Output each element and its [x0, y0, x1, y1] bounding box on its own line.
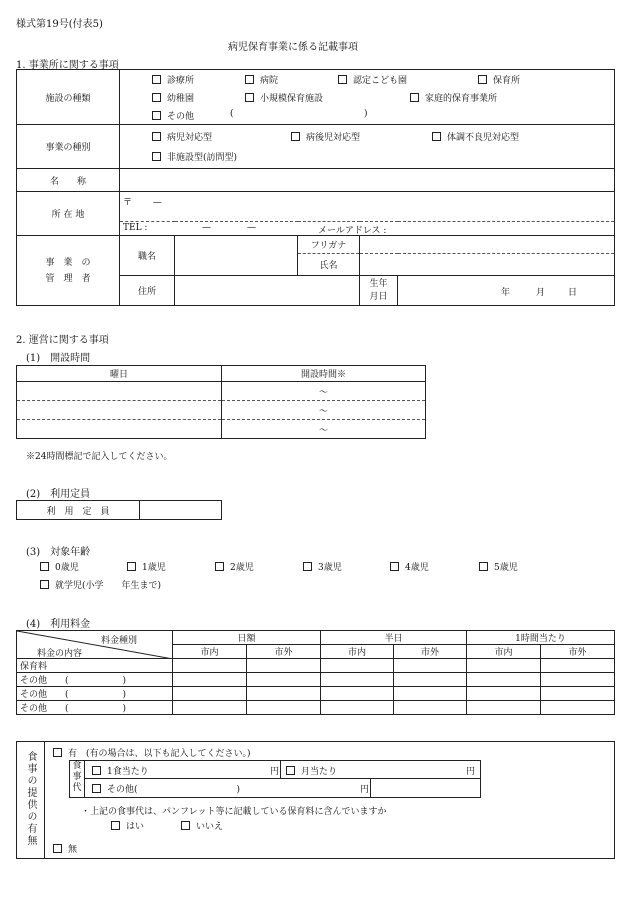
meal-option-other[interactable]: その他( ) — [92, 782, 240, 795]
hours-note: ※24時間標記で記入してください。 — [26, 452, 173, 462]
cell-divider — [280, 761, 281, 778]
hours-col-hours: 開設時間※ — [222, 366, 426, 382]
business-option-visit[interactable]: 非施設型(訪問型) — [152, 150, 237, 163]
hours-table — [16, 365, 426, 439]
checkbox-icon — [92, 784, 101, 793]
fee-heading: (4) 利用料金 — [26, 619, 91, 630]
month-label: 月 — [536, 288, 546, 298]
facility-type-options — [120, 70, 615, 125]
name-field[interactable] — [120, 169, 615, 192]
postal-mark: 〒 — [123, 198, 133, 208]
checkbox-icon — [390, 562, 399, 571]
fee-cell[interactable] — [321, 673, 394, 687]
facility-option-home-care[interactable]: 家庭的保育事業所 — [410, 91, 497, 104]
fee-cell[interactable] — [394, 659, 467, 673]
meal-cost-divider — [84, 778, 480, 779]
checkbox-icon — [245, 93, 254, 102]
fee-header-corner — [17, 631, 173, 659]
fee-row-label: その他 ( ) — [17, 673, 173, 687]
age-option-2[interactable]: 2歳児 — [215, 560, 254, 573]
fee-cell[interactable] — [321, 659, 394, 673]
meal-cost-box — [69, 760, 481, 798]
hours-time-field[interactable]: 〜 — [222, 420, 426, 439]
page-title: 病児保育事業に係る記載事項 — [228, 42, 358, 53]
mail-label: メールアドレス : — [318, 226, 387, 236]
facility-option-kodomoen[interactable]: 認定こども園 — [338, 73, 407, 86]
tel-mail-row[interactable] — [120, 222, 615, 236]
checkbox-icon — [111, 821, 120, 830]
fee-cell[interactable] — [321, 687, 394, 701]
fee-group-halfday: 半日 — [321, 631, 467, 645]
checkbox-icon — [286, 766, 295, 775]
meal-side-label: 食事の提供の有無 — [25, 750, 36, 847]
business-option-unwell[interactable]: 体調不良児対応型 — [432, 130, 519, 143]
hours-time-field[interactable]: 〜 — [222, 401, 426, 420]
manager-address-label: 住所 — [120, 276, 175, 306]
cell-divider — [370, 778, 371, 797]
meal-answer-no[interactable]: いいえ — [181, 819, 223, 832]
checkbox-icon — [338, 75, 347, 84]
checkbox-icon — [181, 821, 190, 830]
checkbox-icon — [53, 748, 62, 757]
checkbox-icon — [410, 93, 419, 102]
fee-cell[interactable] — [173, 659, 247, 673]
fee-row-label: 保育料 — [17, 659, 173, 673]
fee-sub-out: 市外 — [541, 645, 615, 659]
facility-option-other[interactable]: その他 — [152, 109, 194, 122]
fee-kind-label: 料金種別 — [101, 636, 138, 646]
business-type-label: 事業の種別 — [17, 125, 120, 169]
fee-cell[interactable] — [541, 687, 615, 701]
fee-row-label: その他 ( ) — [17, 701, 173, 715]
facility-type-label: 施設の種類 — [17, 70, 120, 125]
year-label: 年 — [501, 288, 511, 298]
checkbox-icon — [127, 562, 136, 571]
meal-option-per-meal[interactable]: 1食当たり — [92, 764, 149, 777]
fee-cell[interactable] — [247, 673, 321, 687]
capacity-field[interactable] — [140, 501, 222, 520]
fee-cell[interactable] — [541, 659, 615, 673]
birth-label: 生年 月日 — [360, 276, 398, 306]
age-option-schoolchild[interactable]: 就学児(小学 年生まで) — [40, 578, 161, 591]
checkbox-icon — [152, 111, 161, 120]
address-manager-table — [16, 191, 615, 306]
capacity-heading: (2) 利用定員 — [26, 489, 91, 500]
fee-cell[interactable] — [394, 701, 467, 715]
other-paren-close: ) — [364, 109, 368, 119]
yen-label: 円 — [270, 767, 280, 777]
facility-option-clinic[interactable]: 診療所 — [152, 73, 194, 86]
person-name-field[interactable] — [360, 254, 615, 276]
capacity-table — [16, 500, 222, 520]
tel-dash-1: — — [202, 223, 211, 233]
hours-heading: (1) 開設時間 — [26, 353, 91, 364]
checkbox-icon — [92, 766, 101, 775]
checkbox-icon — [53, 844, 62, 853]
meal-side-label-cell — [17, 742, 45, 859]
postal-field[interactable] — [120, 192, 615, 222]
name-label: 名 称 — [17, 169, 120, 192]
job-title-label: 職名 — [120, 236, 175, 276]
age-option-5[interactable]: 5歳児 — [479, 560, 518, 573]
job-title-field[interactable] — [175, 236, 298, 276]
tel-label: TEL : — [123, 223, 148, 233]
day-label: 日 — [568, 288, 578, 298]
fee-cell[interactable] — [173, 701, 247, 715]
fee-cell[interactable] — [173, 687, 247, 701]
fee-cell[interactable] — [247, 687, 321, 701]
fee-sub-in: 市内 — [173, 645, 247, 659]
yen-label: 円 — [360, 785, 370, 795]
section-2-heading: 2. 運営に関する事項 — [16, 335, 109, 346]
meal-cost-label: 食事代 — [70, 761, 85, 797]
checkbox-icon — [40, 562, 49, 571]
section-1-heading: 1. 事業所に関する事項 — [16, 60, 119, 71]
checkbox-icon — [152, 93, 161, 102]
facility-option-hospital[interactable]: 病院 — [245, 73, 278, 86]
birth-date-field[interactable] — [398, 276, 615, 306]
fee-row-label: その他 ( ) — [17, 687, 173, 701]
checkbox-icon — [152, 152, 161, 161]
fee-cell[interactable] — [394, 687, 467, 701]
checkbox-icon — [432, 132, 441, 141]
hours-day-field[interactable] — [17, 420, 222, 439]
meal-table — [16, 741, 615, 859]
age-option-4[interactable]: 4歳児 — [390, 560, 429, 573]
other-paren-open: ( — [230, 109, 234, 119]
fee-group-hourly: 1時間当たり — [467, 631, 615, 645]
fee-cell[interactable] — [247, 701, 321, 715]
meal-answer-yes[interactable]: はい — [111, 819, 144, 832]
fee-content-label: 料金の内容 — [37, 649, 83, 659]
fee-sub-in: 市内 — [321, 645, 394, 659]
checkbox-icon — [303, 562, 312, 571]
person-name-label: 氏名 — [298, 254, 360, 276]
meal-option-no[interactable]: 無 — [53, 842, 77, 855]
meal-option-per-month[interactable]: 月当たり — [286, 764, 337, 777]
manager-address-field[interactable] — [175, 276, 360, 306]
fee-cell[interactable] — [541, 701, 615, 715]
yen-label: 円 — [466, 767, 476, 777]
checkbox-icon — [152, 75, 161, 84]
checkbox-icon — [478, 75, 487, 84]
checkbox-icon — [215, 562, 224, 571]
hours-col-day: 曜日 — [17, 366, 222, 382]
fee-cell[interactable] — [467, 673, 541, 687]
fee-group-daily: 日額 — [173, 631, 321, 645]
business-type-options — [120, 125, 615, 169]
facility-table — [16, 69, 615, 192]
age-option-1[interactable]: 1歳児 — [127, 560, 166, 573]
furigana-label: フリガナ — [298, 236, 360, 254]
meal-content — [45, 742, 615, 859]
fee-cell[interactable] — [247, 659, 321, 673]
facility-option-small-nursery[interactable]: 小規模保育施設 — [245, 91, 323, 104]
facility-option-nursery[interactable]: 保育所 — [478, 73, 520, 86]
checkbox-icon — [40, 580, 49, 589]
business-option-post-sick[interactable]: 病後児対応型 — [291, 130, 360, 143]
hours-time-field[interactable]: 〜 — [222, 382, 426, 401]
fee-sub-out: 市外 — [247, 645, 321, 659]
fee-sub-out: 市外 — [394, 645, 467, 659]
manager-label-line-1: 事 業 の — [45, 257, 91, 268]
hours-day-field[interactable] — [17, 401, 222, 420]
fee-cell[interactable] — [467, 659, 541, 673]
fee-table — [16, 630, 615, 715]
facility-option-kindergarten[interactable]: 幼稚園 — [152, 91, 194, 104]
hours-day-field[interactable] — [17, 382, 222, 401]
tel-dash-2: — — [247, 223, 256, 233]
fee-cell[interactable] — [467, 687, 541, 701]
capacity-label: 利 用 定 員 — [17, 501, 140, 520]
furigana-field[interactable] — [360, 236, 615, 254]
checkbox-icon — [152, 132, 161, 141]
fee-cell[interactable] — [541, 673, 615, 687]
age-option-3[interactable]: 3歳児 — [303, 560, 342, 573]
fee-cell[interactable] — [394, 673, 467, 687]
fee-cell[interactable] — [467, 701, 541, 715]
checkbox-icon — [479, 562, 488, 571]
fee-cell[interactable] — [321, 701, 394, 715]
manager-label — [17, 236, 120, 306]
fee-cell[interactable] — [173, 673, 247, 687]
meal-option-yes[interactable]: 有 (有の場合は、以下も記入してください。) — [53, 746, 251, 759]
manager-label-line-2: 管 理 者 — [45, 273, 91, 284]
business-option-sick[interactable]: 病児対応型 — [152, 130, 212, 143]
age-heading: (3) 対象年齢 — [26, 547, 91, 558]
age-option-0[interactable]: 0歳児 — [40, 560, 79, 573]
fee-sub-in: 市内 — [467, 645, 541, 659]
address-label: 所 在 地 — [17, 192, 120, 236]
checkbox-icon — [291, 132, 300, 141]
postal-dash: — — [152, 198, 162, 208]
form-number: 様式第19号(付表5) — [16, 19, 103, 30]
checkbox-icon — [245, 75, 254, 84]
meal-question: ・上記の食事代は、パンフレット等に記載している保育料に含んでいますか — [81, 807, 387, 817]
